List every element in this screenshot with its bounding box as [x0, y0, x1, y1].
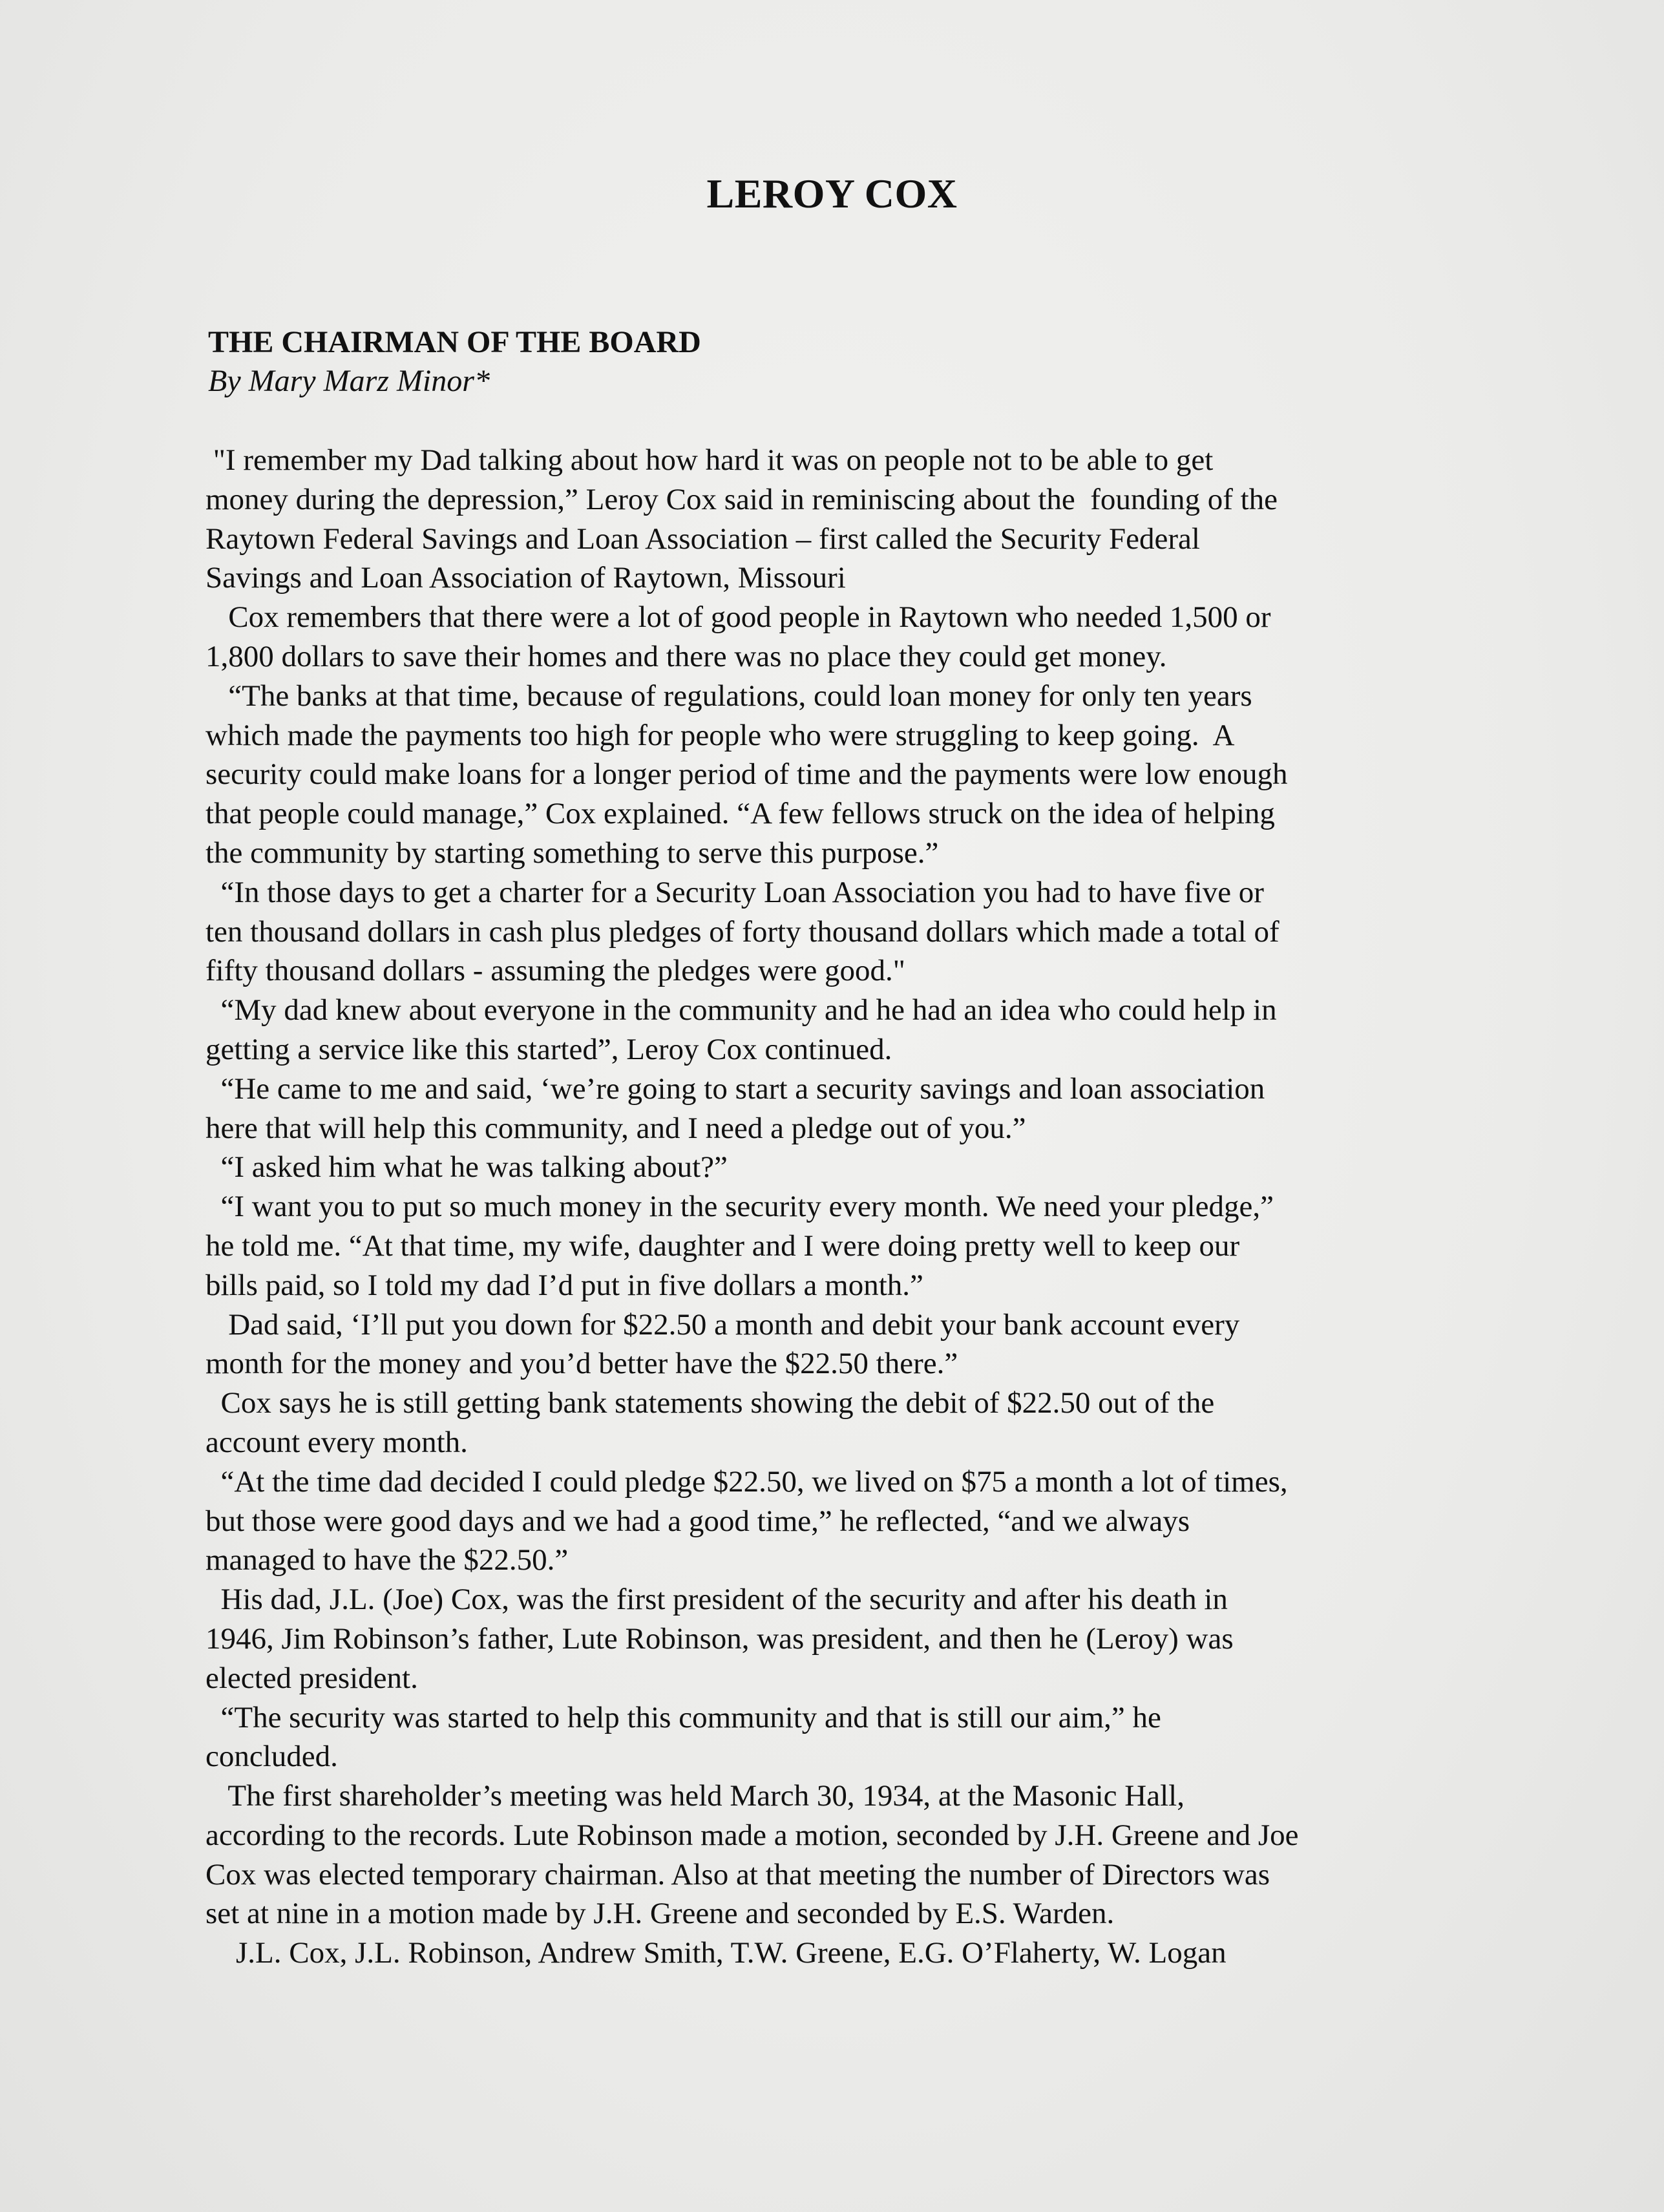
page-title: LEROY COX — [706, 171, 958, 216]
text-line: “In those days to get a charter for a Security Loan Association you had to have five or — [205, 875, 1264, 909]
text-line: ten thousand dollars in cash plus pledges of forty thousand dollars which made a total of — [205, 914, 1280, 949]
text-line: account every month. — [205, 1425, 468, 1459]
text-line: he told me. “At that time, my wife, daughter and I were doing pretty well to keep our — [205, 1228, 1240, 1263]
text-line: the community by starting something to serve this purpose.” — [205, 836, 939, 870]
text-line: “My dad knew about everyone in the community and he had an idea who could help in — [205, 993, 1277, 1027]
text-line: His dad, J.L. (Joe) Cox, was the first president of the security and after his death in — [205, 1583, 1228, 1617]
text-line: money during the depression,” Leroy Cox said in reminiscing about the founding of the — [205, 482, 1278, 516]
text-line: “The banks at that time, because of regulations, could loan money for only ten years — [205, 679, 1252, 713]
text-line: managed to have the $22.50.” — [205, 1543, 569, 1577]
text-line: according to the records. Lute Robinson made a motion, seconded by J.H. Greene and Joe — [205, 1818, 1299, 1852]
text-line: Cox was elected temporary chairman. Also at that meeting the number of Directors was — [205, 1857, 1270, 1891]
text-line: concluded. — [205, 1740, 338, 1774]
text-line: elected president. — [205, 1661, 418, 1695]
text-line: “I asked him what he was talking about?” — [205, 1150, 728, 1185]
text-line: Cox says he is still getting bank statements showing the debit of $22.50 out of the — [205, 1386, 1215, 1420]
text-line: “He came to me and said, ‘we’re going to start a security savings and loan association — [205, 1071, 1265, 1106]
text-line: “I want you to put so much money in the security every month. We need your pledge,” — [205, 1190, 1274, 1224]
text-line: that people could manage,” Cox explained. “A few fellows struck on the idea of helping — [205, 797, 1275, 831]
text-line: month for the money and you’d better have the $22.50 there.” — [205, 1347, 958, 1381]
text-line: Dad said, ‘I’ll put you down for $22.50 a month and debit your bank account every — [205, 1307, 1240, 1342]
article-body — [205, 441, 1466, 1973]
text-line: 1,800 dollars to save their homes and there was no place they could get money. — [205, 639, 1167, 673]
text-line: here that will help this community, and I need a pledge out of you.” — [205, 1111, 1026, 1145]
text-line: “At the time dad decided I could pledge $22.50, we lived on $75 a month a lot of times, — [205, 1464, 1288, 1499]
text-line: Cox remembers that there were a lot of good people in Raytown who needed 1,500 or — [205, 600, 1271, 635]
text-line: which made the payments too high for people who were struggling to keep going. A — [205, 718, 1235, 752]
text-line: “The security was started to help this community and that is still our aim,” he — [205, 1700, 1161, 1734]
text-line: "I remember my Dad talking about how hard it was on people not to be able to get — [205, 443, 1214, 477]
text-line: fifty thousand dollars - assuming the pledges were good." — [205, 954, 905, 988]
text-line: The first shareholder’s meeting was held March 30, 1934, at the Masonic Hall, — [205, 1779, 1185, 1813]
text-line: J.L. Cox, J.L. Robinson, Andrew Smith, T.W. Greene, E.G. O’Flaherty, W. Logan — [205, 1936, 1227, 1970]
text-line: Raytown Federal Savings and Loan Association – first called the Security Federal — [205, 521, 1200, 556]
byline: By Mary Marz Minor* — [208, 364, 490, 398]
text-line: Savings and Loan Association of Raytown, Missouri — [205, 561, 846, 595]
text-line: but those were good days and we had a good time,” he reflected, “and we always — [205, 1504, 1190, 1538]
section-heading: THE CHAIRMAN OF THE BOARD — [208, 325, 701, 359]
text-line: security could make loans for a longer period of time and the payments were low enough — [205, 757, 1288, 792]
text-line: bills paid, so I told my dad I’d put in five dollars a month.” — [205, 1268, 923, 1302]
text-line: 1946, Jim Robinson’s father, Lute Robinson, was president, and then he (Leroy) was — [205, 1621, 1234, 1656]
text-line: getting a service like this started”, Leroy Cox continued. — [205, 1032, 892, 1066]
text-line: set at nine in a motion made by J.H. Greene and seconded by E.S. Warden. — [205, 1897, 1115, 1931]
